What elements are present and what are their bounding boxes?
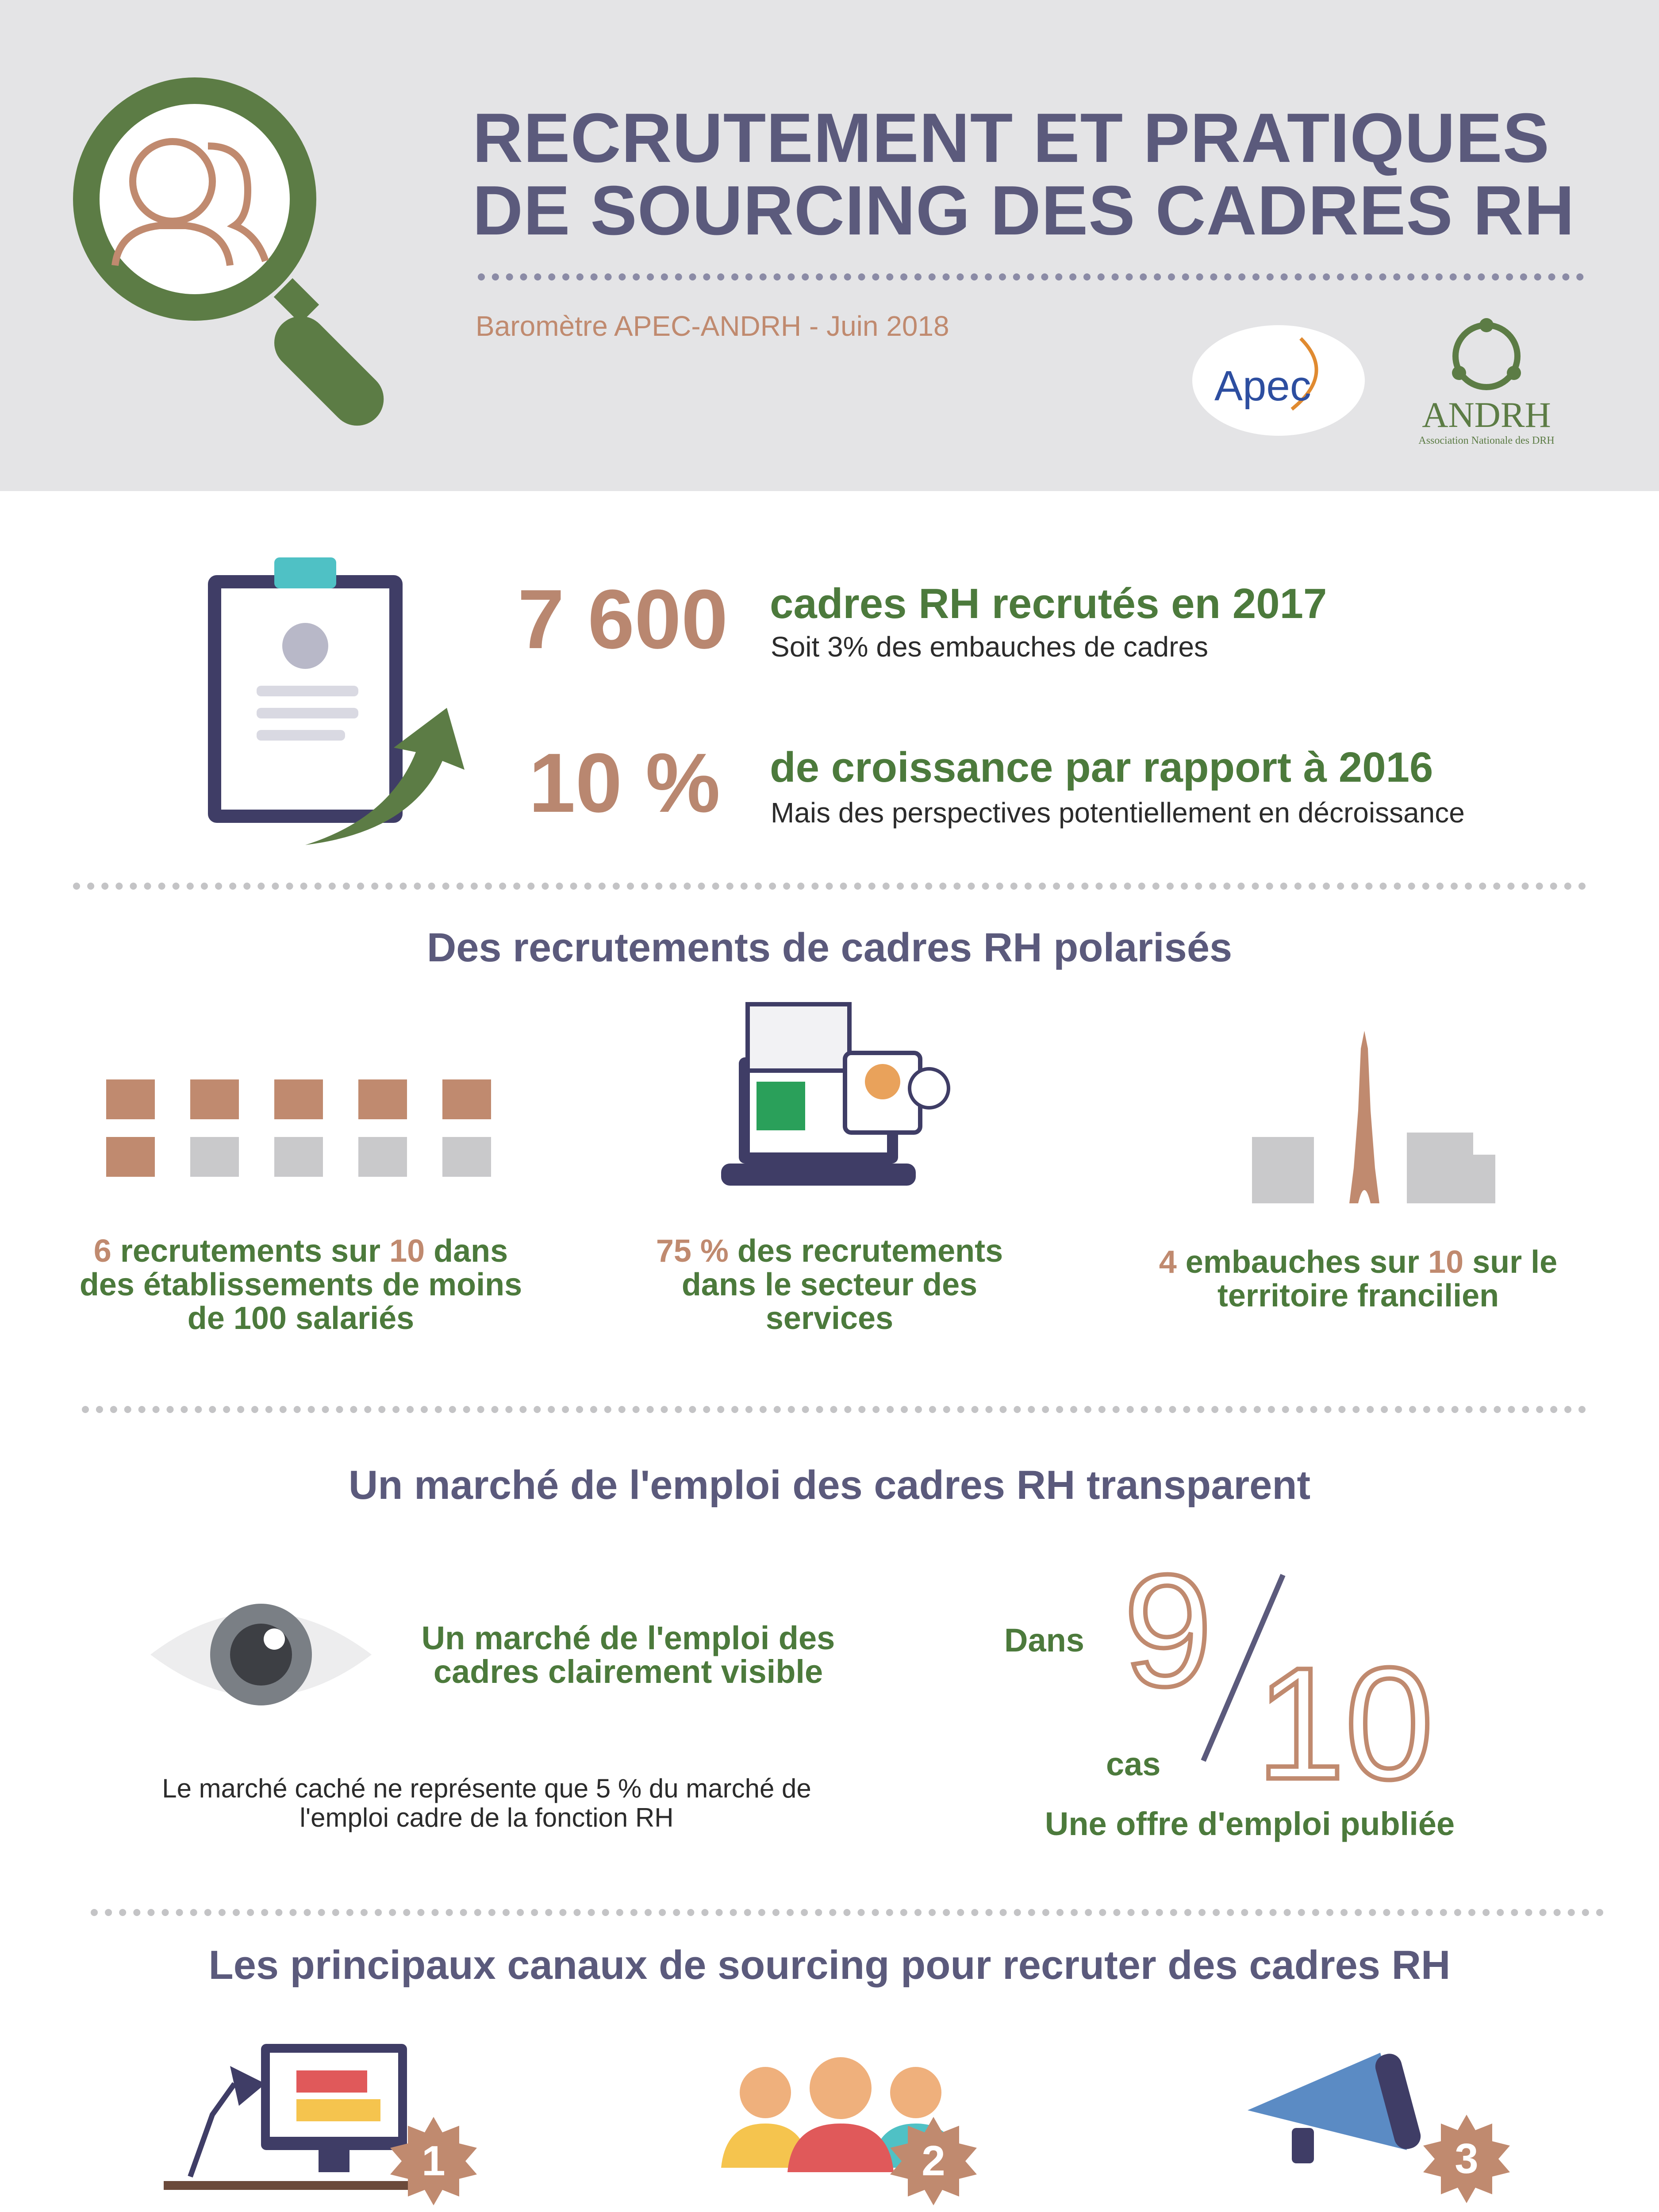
page-title <box>472 99 1623 250</box>
caption-services: 75 % des recrutements dans le secteur des services <box>656 1233 1003 1336</box>
magnifier-icon <box>53 58 460 447</box>
title-line-1: RECRUTEMENT ET PRATIQUES <box>472 99 1550 177</box>
svg-text:ANDRH: ANDRH <box>1422 395 1551 435</box>
heading-transparent: Un marché de l'emploi des cadres RH transparent <box>348 1463 1311 1508</box>
caption-hidden-market: Le marché caché ne représente que 5 % du marché de l'emploi cadre de la fonction RH <box>162 1774 811 1832</box>
header-banner <box>0 0 1659 491</box>
rank-badge-3 <box>1422 2115 1511 2203</box>
andrh-logo-icon <box>1407 316 1566 449</box>
svg-text:2: 2 <box>922 2137 945 2185</box>
rank-badge-1 <box>389 2117 478 2205</box>
svg-text:3: 3 <box>1455 2135 1479 2182</box>
caption-published-offer: Une offre d'emploi publiée <box>1045 1805 1455 1842</box>
svg-text:Apec: Apec <box>1214 362 1311 410</box>
divider-3 <box>91 1909 1604 1916</box>
stat-detail-recruits: Soit 3% des embauches de cadres <box>771 631 1209 663</box>
label-cas: cas <box>1106 1746 1161 1782</box>
caption-visible-market: Un marché de l'emploi des cadres clairement visible <box>421 1620 835 1690</box>
heading-polarised: Des recrutements de cadres RH polarisés <box>426 925 1233 970</box>
title-line-2: DE SOURCING DES CADRES RH <box>472 172 1575 250</box>
svg-text:10: 10 <box>1256 1635 1434 1809</box>
eye-icon <box>146 1588 376 1721</box>
heading-channels: Les principaux canaux de sourcing pour recruter des cadres RH <box>208 1943 1451 1988</box>
stat-title-recruits: cadres RH recrutés en 2017 <box>770 580 1327 627</box>
eiffel-tower-icon <box>1225 1022 1500 1208</box>
caption-small-companies: 6 recrutements sur 10 dans des établissements de moins de 100 salariés <box>79 1233 522 1336</box>
divider-2 <box>82 1406 1586 1413</box>
svg-text:Association Nationale des DRH: Association Nationale des DRH <box>1418 435 1555 446</box>
megaphone-icon <box>1239 2044 1442 2177</box>
apec-logo-icon <box>1190 321 1367 440</box>
stat-title-growth: de croissance par rapport à 2016 <box>770 744 1433 791</box>
buildings-icon <box>102 1075 526 1186</box>
svg-text:9: 9 <box>1123 1557 1213 1720</box>
rank-badge-2 <box>889 2117 978 2205</box>
clipboard-icon <box>199 553 473 854</box>
caption-ile-de-france: 4 embauches sur 10 sur le territoire francilien <box>1159 1244 1558 1313</box>
header-divider <box>478 273 1584 280</box>
stat-detail-growth: Mais des perspectives potentiellement en décroissance <box>771 797 1465 829</box>
svg-text:1: 1 <box>422 2137 445 2185</box>
divider-1 <box>73 883 1586 890</box>
stat-value-recruits: 7 600 <box>518 572 728 666</box>
laptop-services-icon <box>721 1000 969 1203</box>
label-dans: Dans <box>1004 1622 1084 1659</box>
stat-value-growth: 10 % <box>529 736 721 830</box>
subtitle: Baromètre APEC-ANDRH - Juin 2018 <box>476 310 949 342</box>
